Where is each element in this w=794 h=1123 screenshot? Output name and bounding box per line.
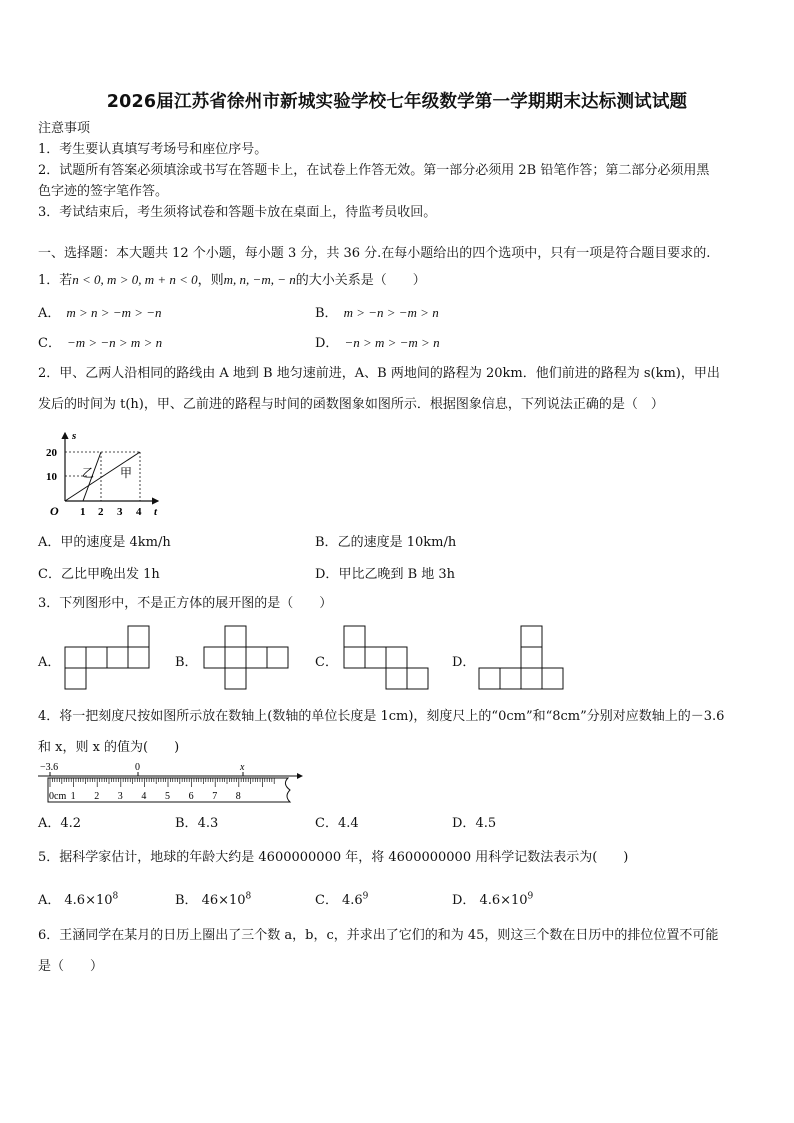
q1-stem-mid: ，则 [197, 273, 224, 288]
option-label: A． [38, 306, 61, 321]
option-text: 乙的速度是 10km/h [337, 535, 457, 550]
q4-option-a[interactable] [38, 812, 81, 831]
option-label: D． [452, 816, 476, 831]
q1-stem-post: 的大小关系是（ ） [295, 273, 426, 288]
option-text: 4.2 [60, 816, 82, 831]
question-6-line-2: 是（ ） [38, 959, 104, 974]
option-text: −m > −n > m > n [66, 335, 163, 350]
question-2-line-2: 发后的时间为 t(h)，甲、乙前进的路程与时间的函数图象如图所示．根据图象信息，下列说法正确的是（ ） [38, 397, 664, 412]
x-tick-4: 4 [136, 506, 142, 518]
y-axis-label: s [72, 430, 77, 442]
x-tick-1: 1 [80, 506, 86, 518]
option-label: D． [452, 893, 476, 908]
ruler-ticks [50, 778, 274, 787]
notes-item-2: 2．试题所有答案必须填涂或书写在答题卡上，在试卷上作答无效。第一部分必须用 2B 铅笔作答；第二部分必须用黑 [38, 163, 710, 178]
question-3-stem: 3．下列图形中，不是正方体的展开图的是（ ） [38, 596, 333, 611]
option-text: 4.4 [337, 816, 359, 831]
ruler-tick-label: 8 [235, 791, 241, 802]
q3-net-b [203, 625, 289, 691]
option-base: 4.6×10 [64, 893, 113, 908]
question-6-line-1: 6．王涵同学在某月的日历上圈出了三个数 a，b，c，并求出了它们的和为 45，则这三个数在日历中的排位位置不可能 [38, 928, 719, 943]
q1-option-c[interactable] [38, 332, 162, 351]
option-label: A． [38, 535, 61, 550]
y-tick-10: 10 [46, 471, 57, 483]
axis-label-x: x [240, 762, 245, 773]
q5-option-a[interactable] [38, 889, 118, 908]
option-text: 4.3 [197, 816, 219, 831]
q2-graph [38, 425, 178, 520]
option-label: C． [38, 567, 61, 582]
q4-option-c[interactable] [315, 812, 359, 831]
q3-option-a-label[interactable]: A． [38, 655, 61, 670]
q2-option-b[interactable] [315, 531, 456, 550]
option-text: m > −n > −m > n [343, 305, 439, 320]
label-yi: 乙 [82, 466, 95, 480]
q3-option-d-label[interactable]: D． [452, 655, 476, 670]
option-label: B． [315, 306, 338, 321]
q4-option-d[interactable] [452, 812, 496, 831]
question-5-stem: 5．据科学家估计，地球的年龄大约是 4600000000 年，将 4600000000 用科学记数法表示为( ) [38, 850, 629, 865]
ruler-tick-label: 7 [212, 791, 218, 802]
ruler-tick-label: 0cm [49, 791, 67, 802]
y-tick-20: 20 [46, 447, 57, 459]
page-title: 2026届江苏省徐州市新城实验学校七年级数学第一学期期末达标测试试题 [106, 92, 688, 112]
q1-option-b[interactable] [315, 302, 439, 321]
q1-option-a[interactable] [38, 302, 162, 321]
q1-option-d[interactable] [315, 332, 440, 351]
q3-net-c [343, 625, 429, 691]
option-label: B． [175, 816, 198, 831]
question-4-line-1: 4．将一把刻度尺按如图所示放在数轴上(数轴的单位长度是 1cm)，刻度尺上的“0cm”和“8cm”分别对应数轴上的－3.6 [38, 709, 725, 724]
ruler-tick-label: 5 [165, 791, 170, 802]
option-base: 4.6×10 [479, 893, 528, 908]
q3-net-d [478, 625, 564, 691]
q2-option-a[interactable] [38, 531, 171, 550]
ruler-tick-label: 3 [117, 791, 123, 802]
notes-item-3: 3．考试结束后，考生须将试卷和答题卡放在桌面上，待监考员收回。 [38, 205, 437, 220]
option-text: −n > m > −m > n [344, 335, 440, 350]
option-label: C． [315, 816, 338, 831]
q4-ruler-figure [38, 760, 308, 810]
origin-label: O [50, 504, 59, 518]
option-label: A． [38, 893, 61, 908]
q4-option-b[interactable] [175, 812, 218, 831]
option-label: B． [315, 535, 338, 550]
q1-vars: m, n, −m, − n [223, 272, 296, 287]
q3-option-b-label[interactable]: B． [175, 655, 198, 670]
notes-item-1: 1．考生要认真填写考场号和座位序号。 [38, 142, 268, 157]
option-exponent: 8 [245, 891, 252, 902]
x-tick-2: 2 [98, 506, 104, 518]
axis-label-zero: 0 [135, 762, 140, 773]
ruler-tick-label: 4 [141, 791, 147, 802]
option-text: 甲比乙晚到 B 地 3h [338, 567, 456, 582]
q2-option-c[interactable] [38, 563, 160, 582]
section-heading: 一、选择题：本大题共 12 个小题，每小题 3 分，共 36 分.在每小题给出的四个选项中，只有一项是符合题目要求的. [38, 246, 711, 261]
option-text: m > n > −m > −n [66, 305, 162, 320]
q5-option-d[interactable] [452, 889, 533, 908]
option-base: 4.6 [341, 893, 363, 908]
option-text: 乙比甲晚出发 1h [60, 567, 160, 582]
option-exponent: 9 [362, 891, 369, 902]
option-text: 4.5 [475, 816, 497, 831]
q5-option-c[interactable] [315, 889, 368, 908]
ruler-tick-label: 6 [188, 791, 194, 802]
x-axis-label: t [154, 506, 158, 518]
question-4-line-2: 和 x，则 x 的值为( ) [38, 740, 180, 755]
question-2-line-1: 2．甲、乙两人沿相同的路线由 A 地到 B 地匀速前进，A、B 两地间的路程为 20km．他们前进的路程为 s(km)，甲出 [38, 366, 720, 381]
option-exponent: 8 [112, 891, 119, 902]
notes-heading: 注意事项 [38, 121, 91, 136]
option-base: 46×10 [201, 893, 246, 908]
notes-item-2-cont: 色字迹的签字笔作答。 [38, 184, 169, 199]
option-label: C． [38, 336, 61, 351]
ruler-tick-label: 1 [70, 791, 76, 802]
q3-net-a [64, 625, 150, 691]
q1-condition: n < 0, m > 0, m + n < 0 [72, 272, 198, 287]
x-tick-3: 3 [117, 506, 123, 518]
q1-stem-pre: 1．若 [38, 273, 73, 288]
q3-option-c-label[interactable]: C． [315, 655, 338, 670]
question-1-stem [38, 270, 426, 290]
option-text: 甲的速度是 4km/h [60, 535, 171, 550]
label-jia: 甲 [120, 466, 133, 480]
q5-option-b[interactable] [175, 889, 251, 908]
option-label: C． [315, 893, 338, 908]
option-label: D． [315, 567, 339, 582]
option-label: A． [38, 816, 61, 831]
ruler-tick-label: 2 [94, 791, 100, 802]
option-exponent: 9 [527, 891, 534, 902]
axis-label-neg: −3.6 [40, 762, 59, 773]
option-label: D． [315, 336, 339, 351]
q2-option-d[interactable] [315, 563, 455, 582]
option-label: B． [175, 893, 198, 908]
